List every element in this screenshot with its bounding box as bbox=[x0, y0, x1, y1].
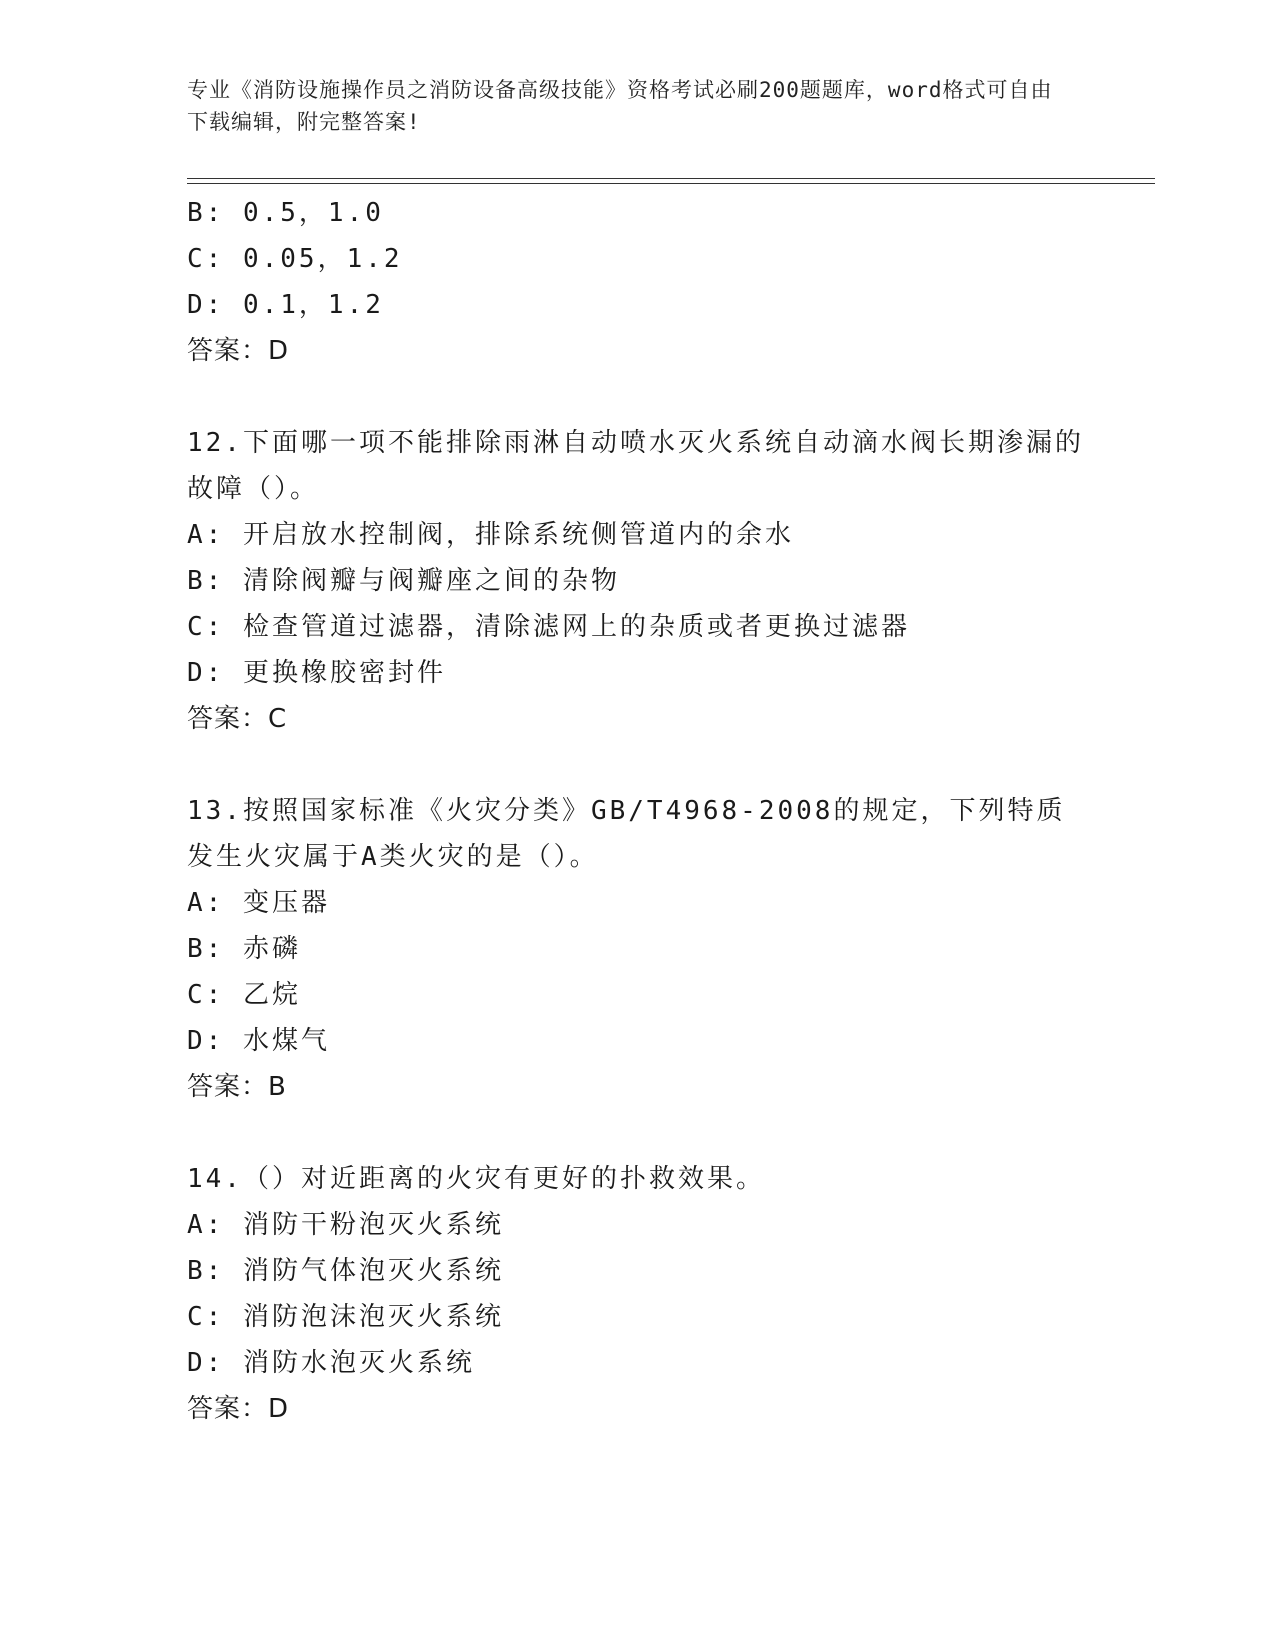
question-13 bbox=[187, 788, 1087, 1110]
option-b: B: 赤磷 bbox=[187, 934, 301, 964]
option-b: B: 0.5，1.0 bbox=[187, 198, 384, 228]
header-rule-bottom bbox=[187, 183, 1155, 184]
answer-14: 答案：D bbox=[187, 1394, 290, 1424]
answer-11: 答案：D bbox=[187, 336, 290, 366]
option-d: D: 水煤气 bbox=[187, 1026, 330, 1056]
question-12-text: 12.下面哪一项不能排除雨淋自动喷水灭火系统自动滴水阀长期渗漏的故障（）。 bbox=[187, 428, 1084, 504]
answer-12: 答案：C bbox=[187, 704, 288, 734]
option-d: D: 0.1，1.2 bbox=[187, 290, 384, 320]
option-b: B: 清除阀瓣与阀瓣座之间的杂物 bbox=[187, 566, 620, 596]
option-d: D: 消防水泡灭火系统 bbox=[187, 1348, 475, 1378]
option-a: A: 开启放水控制阀，排除系统侧管道内的余水 bbox=[187, 520, 794, 550]
option-c: C: 消防泡沫泡灭火系统 bbox=[187, 1302, 504, 1332]
question-13-text: 13.按照国家标准《火灾分类》GB/T4968-2008的规定，下列特质发生火灾属于A类火灾的是（）。 bbox=[187, 796, 1066, 872]
answer-13: 答案：B bbox=[187, 1072, 287, 1102]
option-b: B: 消防气体泡灭火系统 bbox=[187, 1256, 504, 1286]
spacer bbox=[187, 1110, 1087, 1156]
spacer bbox=[187, 742, 1087, 788]
option-c: C: 0.05，1.2 bbox=[187, 244, 403, 274]
header-rule-top bbox=[187, 178, 1155, 179]
spacer bbox=[187, 374, 1087, 420]
question-14 bbox=[187, 1156, 1087, 1432]
question-11-options bbox=[187, 190, 1087, 374]
question-12 bbox=[187, 420, 1087, 742]
option-a: A: 消防干粉泡灭火系统 bbox=[187, 1210, 504, 1240]
document-body bbox=[187, 190, 1087, 1432]
document-header: 专业《消防设施操作员之消防设备高级技能》资格考试必刷200题题库，word格式可自由下载编辑，附完整答案! bbox=[187, 78, 1053, 134]
option-c: C: 乙烷 bbox=[187, 980, 301, 1010]
question-14-text: 14.（）对近距离的火灾有更好的扑救效果。 bbox=[187, 1164, 765, 1194]
option-d: D: 更换橡胶密封件 bbox=[187, 658, 446, 688]
option-c: C: 检查管道过滤器，清除滤网上的杂质或者更换过滤器 bbox=[187, 612, 910, 642]
option-a: A: 变压器 bbox=[187, 888, 330, 918]
